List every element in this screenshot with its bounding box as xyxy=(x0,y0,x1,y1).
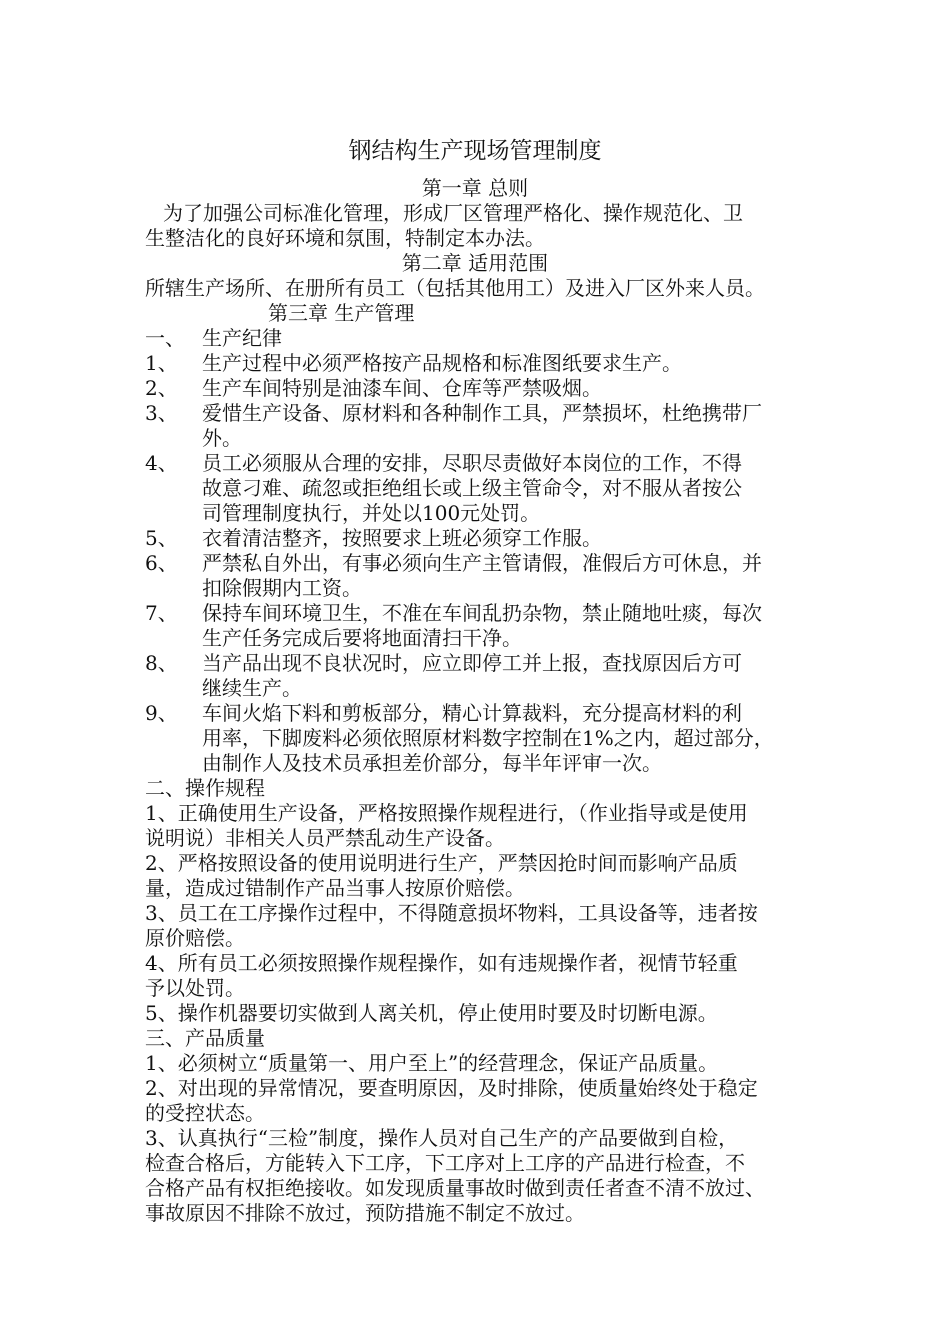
item-text-line: 继续生产。 xyxy=(202,676,302,700)
item-text-line: 4、所有员工必须按照操作规程操作，如有违规操作者，视情节轻重 xyxy=(145,951,738,975)
item-number: 6、 xyxy=(145,551,178,575)
item-text-line: 原价赔偿。 xyxy=(145,926,245,950)
item-text-line: 当产品出现不良状况时，应立即停工并上报，查找原因后方可 xyxy=(202,651,742,675)
item-text-line: 说明说）非相关人员严禁乱动生产设备。 xyxy=(145,826,505,850)
item-text-line: 员工必须服从合理的安排，尽职尽责做好本岗位的工作，不得 xyxy=(202,451,742,475)
item-text-line: 爱惜生产设备、原材料和各种制作工具，严禁损坏，杜绝携带厂 xyxy=(202,401,762,425)
chapter-2-text: 所辖生产场所、在册所有员工（包括其他用工）及进入厂区外来人员。 xyxy=(145,276,765,300)
item-number: 7、 xyxy=(145,601,178,625)
item-text-line: 2、对出现的异常情况，要查明原因，及时排除，使质量始终处于稳定 xyxy=(145,1076,758,1100)
chapter-1-text-line: 生整洁化的良好环境和氛围，特制定本办法。 xyxy=(145,226,545,250)
chapter-2-heading: 第二章 适用范围 xyxy=(401,251,549,275)
item-text-line: 车间火焰下料和剪板部分，精心计算裁料，充分提高材料的利 xyxy=(202,701,742,725)
chapter-1-text-line: 为了加强公司标准化管理，形成厂区管理严格化、操作规范化、卫 xyxy=(163,201,743,225)
item-text-line: 由制作人及技术员承担差价部分，每半年评审一次。 xyxy=(202,751,662,775)
item-text-line: 的受控状态。 xyxy=(145,1101,265,1125)
item-number: 8、 xyxy=(145,651,178,675)
chapter-1-heading: 第一章 总则 xyxy=(421,176,529,200)
item-text-line: 生产过程中必须严格按产品规格和标准图纸要求生产。 xyxy=(202,351,682,375)
item-text-line: 用率，下脚废料必须依照原材料数字控制在1%之内，超过部分， xyxy=(202,726,774,750)
item-text-line: 2、严格按照设备的使用说明进行生产，严禁因抢时间而影响产品质 xyxy=(145,851,738,875)
item-text-line: 量，造成过错制作产品当事人按原价赔偿。 xyxy=(145,876,525,900)
section-1-title: 生产纪律 xyxy=(202,326,282,350)
item-text-line: 3、员工在工序操作过程中，不得随意损坏物料，工具设备等，违者按 xyxy=(145,901,758,925)
item-text-line: 生产任务完成后要将地面清扫干净。 xyxy=(202,626,522,650)
item-text-line: 3、认真执行“三检”制度，操作人员对自己生产的产品要做到自检， xyxy=(145,1126,739,1150)
section-1-number: 一、 xyxy=(145,326,185,350)
item-number: 2、 xyxy=(145,376,178,400)
item-text-line: 故意刁难、疏忽或拒绝组长或上级主管命令，对不服从者按公 xyxy=(202,476,742,500)
item-number: 9、 xyxy=(145,701,178,725)
item-text-line: 检查合格后，方能转入下工序，下工序对上工序的产品进行检查，不 xyxy=(145,1151,745,1175)
item-text-line: 事故原因不排除不放过，预防措施不制定不放过。 xyxy=(145,1201,585,1225)
item-text-line: 扣除假期内工资。 xyxy=(202,576,362,600)
item-text-line: 5、操作机器要切实做到人离关机，停止使用时要及时切断电源。 xyxy=(145,1001,718,1025)
item-text-line: 合格产品有权拒绝接收。如发现质量事故时做到责任者查不清不放过、 xyxy=(145,1176,765,1200)
item-text-line: 司管理制度执行，并处以100元处罚。 xyxy=(202,501,541,525)
item-text-line: 严禁私自外出，有事必须向生产主管请假，准假后方可休息，并 xyxy=(202,551,762,575)
item-text-line: 予以处罚。 xyxy=(145,976,245,1000)
section-3-title: 三、产品质量 xyxy=(145,1026,265,1050)
document-title: 钢结构生产现场管理制度 xyxy=(348,138,602,164)
item-text-line: 1、正确使用生产设备，严格按照操作规程进行，（作业指导或是使用 xyxy=(145,801,748,825)
item-text-line: 保持车间环境卫生，不准在车间乱扔杂物，禁止随地吐痰，每次 xyxy=(202,601,762,625)
item-number: 3、 xyxy=(145,401,178,425)
item-text-line: 生产车间特别是油漆车间、仓库等严禁吸烟。 xyxy=(202,376,602,400)
item-text-line: 外。 xyxy=(202,426,242,450)
item-number: 5、 xyxy=(145,526,178,550)
chapter-3-heading: 第三章 生产管理 xyxy=(268,301,415,325)
item-text-line: 衣着清洁整齐，按照要求上班必须穿工作服。 xyxy=(202,526,602,550)
item-number: 4、 xyxy=(145,451,178,475)
section-2-title: 二、操作规程 xyxy=(145,776,265,800)
item-text-line: 1、必须树立“质量第一、用户至上”的经营理念，保证产品质量。 xyxy=(145,1051,719,1075)
item-number: 1、 xyxy=(145,351,178,375)
